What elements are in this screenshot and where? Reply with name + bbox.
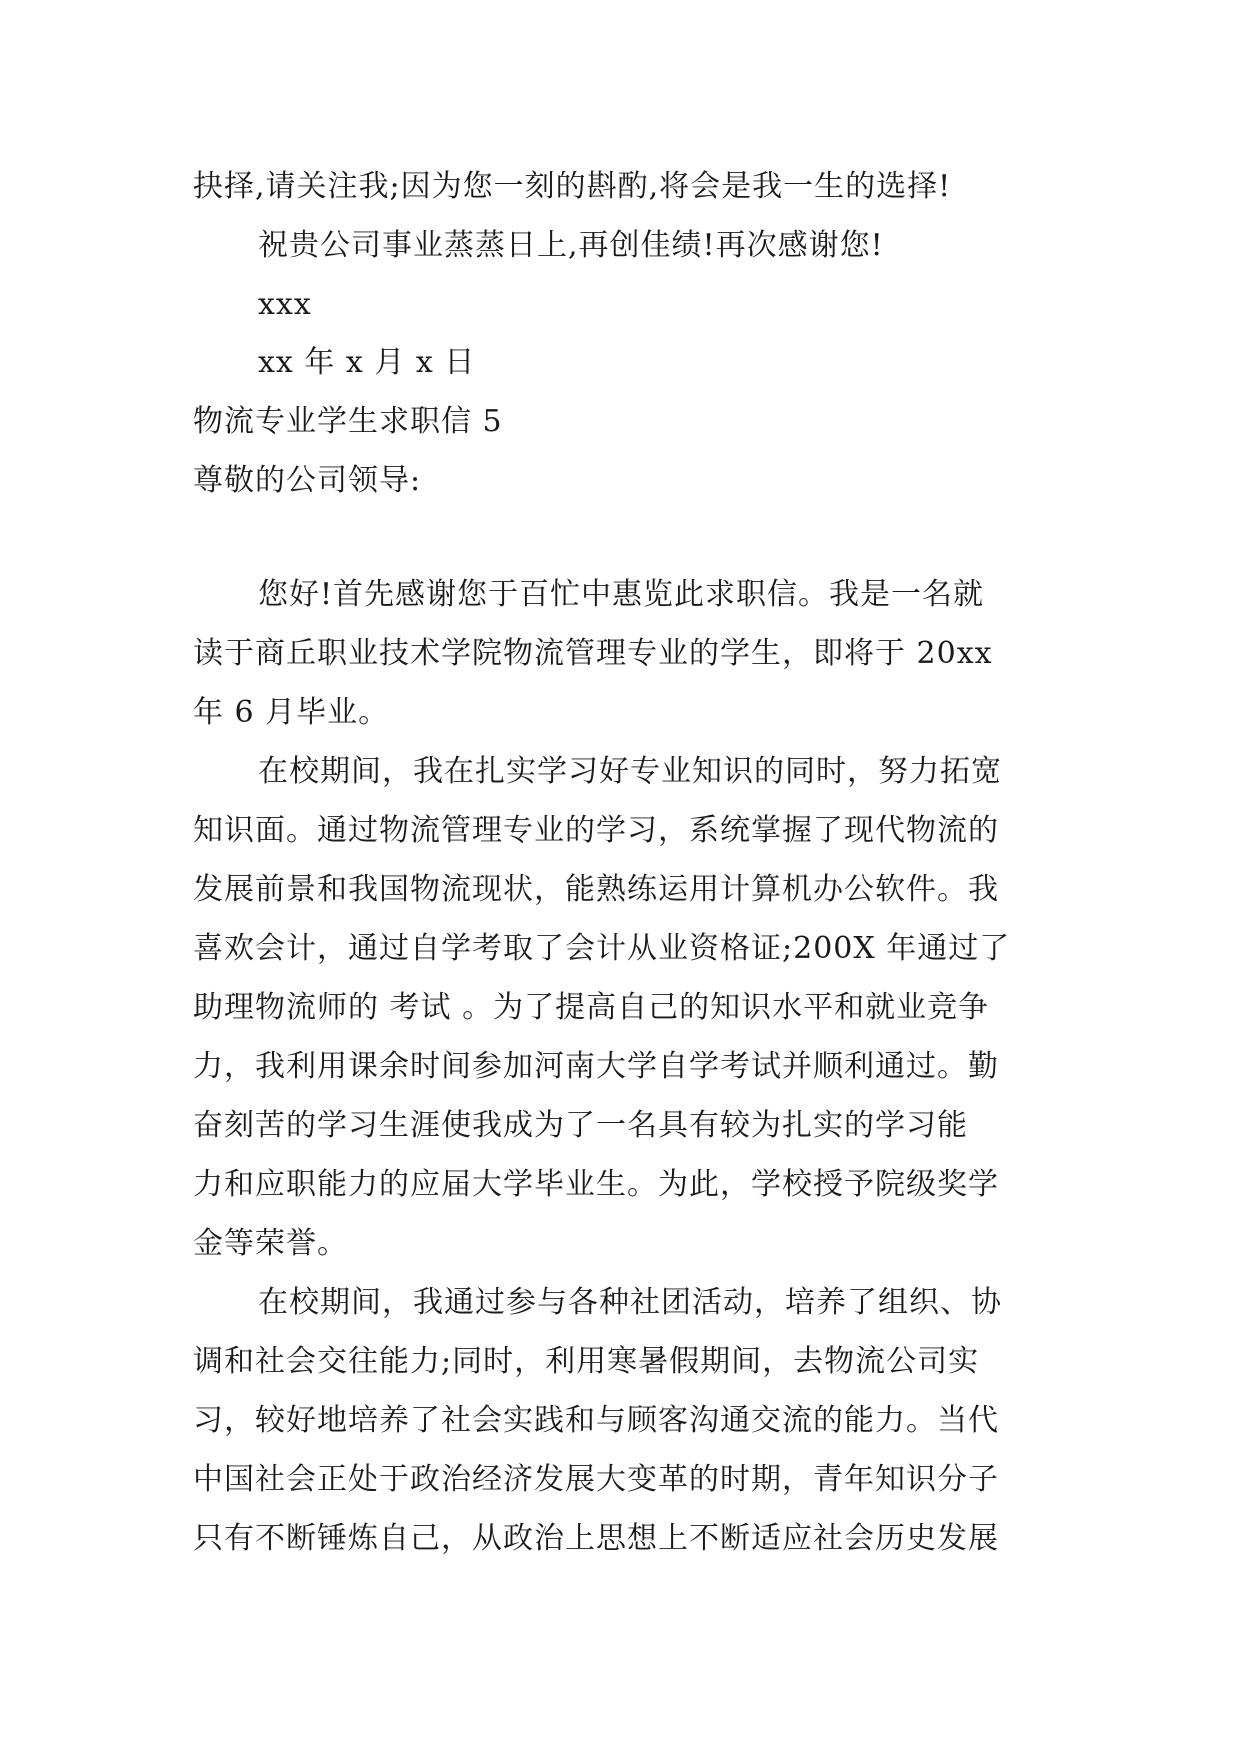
- body-line: 在校期间，我在扎实学习好专业知识的同时，努力拓宽: [258, 754, 1002, 789]
- date: xx 年 x 月 x 日: [258, 345, 476, 380]
- body-line: 力和应职能力的应届大学毕业生。为此，学校授予院级奖学: [193, 1167, 999, 1202]
- section-title: 物流专业学生求职信 5: [193, 404, 503, 439]
- signature: xxx: [258, 287, 312, 322]
- body-line: 中国社会正处于政治经济发展大变革的时期，青年知识分子: [193, 1462, 999, 1497]
- body-line: 在校期间，我通过参与各种社团活动，培养了组织、协: [258, 1285, 1002, 1320]
- body-line: 助理物流师的 考试 。为了提高自己的知识水平和就业竞争: [193, 990, 990, 1025]
- body-line: 知识面。通过物流管理专业的学习，系统掌握了现代物流的: [193, 813, 999, 848]
- body-line: 力，我利用课余时间参加河南大学自学考试并顺利通过。勤: [193, 1049, 999, 1084]
- body-line: 习，较好地培养了社会实践和与顾客沟通交流的能力。当代: [193, 1403, 999, 1438]
- salutation: 尊敬的公司领导:: [193, 463, 422, 498]
- body-line: 调和社会交往能力;同时，利用寒暑假期间，去物流公司实: [193, 1344, 980, 1379]
- body-line: 只有不断锤炼自己，从政治上思想上不断适应社会历史发展: [193, 1521, 999, 1556]
- closing-line-1: 抉择,请关注我;因为您一刻的斟酌,将会是我一生的选择!: [193, 169, 952, 204]
- body-line: 年 6 月毕业。: [193, 695, 390, 730]
- body-line: 金等荣誉。: [193, 1226, 348, 1261]
- body-line: 奋刻苦的学习生涯使我成为了一名具有较为扎实的学习能: [193, 1108, 968, 1143]
- body-line: 喜欢会计，通过自学考取了会计从业资格证;200X 年通过了: [193, 931, 1011, 966]
- body-line: 您好!首先感谢您于百忙中惠览此求职信。我是一名就: [258, 577, 985, 612]
- closing-line-2: 祝贵公司事业蒸蒸日上,再创佳绩!再次感谢您!: [258, 228, 884, 263]
- body-line: 读于商丘职业技术学院物流管理专业的学生，即将于 20xx: [193, 636, 993, 671]
- body-line: 发展前景和我国物流现状，能熟练运用计算机办公软件。我: [193, 872, 999, 907]
